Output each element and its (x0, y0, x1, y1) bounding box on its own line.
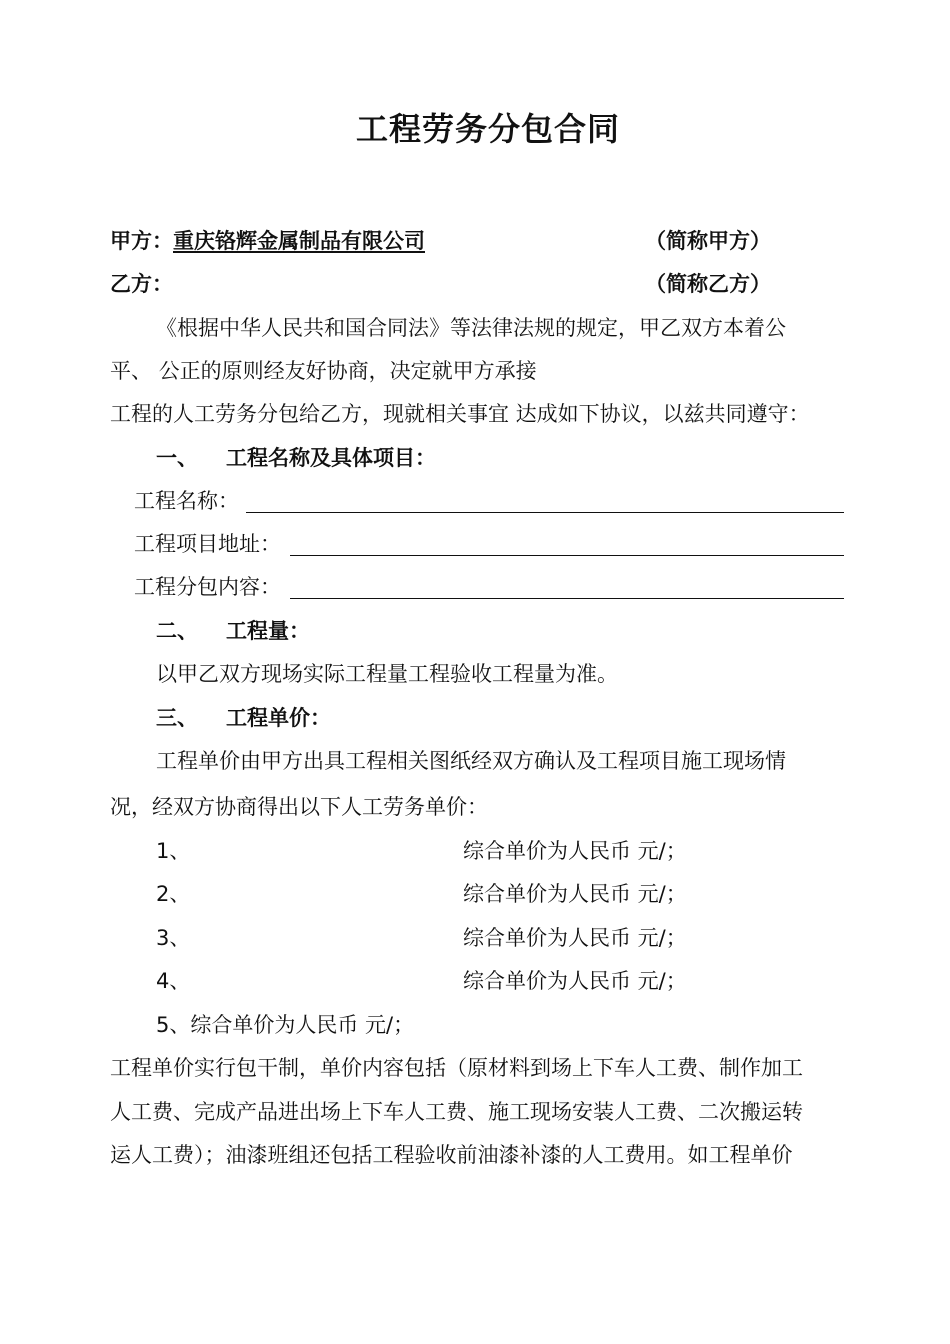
field-project-address-label: 工程项目地址： (134, 532, 281, 556)
price-item-1-text: 综合单价为人民币 元/； (463, 839, 687, 863)
field-project-name-blank[interactable] (246, 512, 844, 513)
price-item-3-number: 3、 (156, 926, 191, 950)
section-2-title: 工程量： (226, 619, 310, 643)
party-a-line (110, 226, 425, 256)
price-item-2-text: 综合单价为人民币 元/； (463, 882, 687, 906)
section-2-number: 二、 (156, 619, 198, 643)
field-project-address-blank[interactable] (290, 555, 844, 556)
price-item-5: 5、综合单价为人民币 元/； (156, 1013, 415, 1037)
intro-line-1: 《根据中华人民共和国合同法》等法律法规的规定，甲乙双方本着公 (156, 316, 786, 340)
intro-line-2: 平、 公正的原则经友好协商，决定就甲方承接 (110, 359, 537, 383)
section-1-title: 工程名称及具体项目： (226, 446, 436, 470)
section-3-heading (156, 703, 331, 733)
price-item-3-text: 综合单价为人民币 元/； (463, 926, 687, 950)
unit-price-text-1: 工程单价由甲方出具工程相关图纸经双方确认及工程项目施工现场情 (156, 749, 786, 773)
closing-line-1: 工程单价实行包干制，单价内容包括（原材料到场上下车人工费、制作加工 (110, 1056, 803, 1080)
closing-line-3: 运人工费）；油漆班组还包括工程验收前油漆补漆的人工费用。如工程单价 (110, 1143, 793, 1167)
price-item-2-number: 2、 (156, 882, 191, 906)
field-subcontract-content-blank[interactable] (290, 598, 844, 599)
section-3-number: 三、 (156, 706, 198, 730)
field-subcontract-content-label: 工程分包内容： (134, 575, 281, 599)
unit-price-text-2: 况，经双方协商得出以下人工劳务单价： (110, 795, 488, 819)
section-2-heading (156, 616, 310, 646)
section-1-number: 一、 (156, 446, 198, 470)
section-1-heading (156, 443, 436, 473)
party-b-label: 乙方： (110, 272, 173, 296)
party-b-alias: （简称乙方） (645, 272, 771, 296)
party-a-name: 重庆铬辉金属制品有限公司 (173, 229, 425, 253)
price-item-4-text: 综合单价为人民币 元/； (463, 969, 687, 993)
field-project-name-label: 工程名称： (134, 489, 239, 513)
price-item-4-number: 4、 (156, 969, 191, 993)
party-a-alias: （简称甲方） (645, 229, 771, 253)
closing-line-2: 人工费、完成产品进出场上下车人工费、施工现场安装人工费、二次搬运转 (110, 1100, 803, 1124)
document-title: 工程劳务分包合同 (355, 110, 620, 148)
section-3-title: 工程单价： (226, 706, 331, 730)
quantity-text: 以甲乙双方现场实际工程量工程验收工程量为准。 (156, 662, 618, 686)
intro-line-3: 工程的人工劳务分包给乙方，现就相关事宜 达成如下协议，以兹共同遵守： (110, 402, 810, 426)
party-a-label: 甲方： (110, 229, 173, 253)
price-item-1-number: 1、 (156, 839, 191, 863)
